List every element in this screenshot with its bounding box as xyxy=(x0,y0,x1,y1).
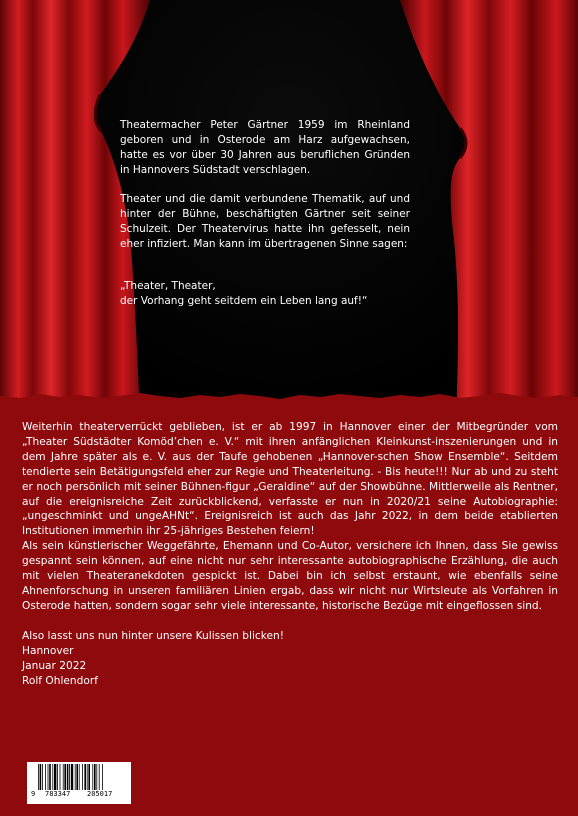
barcode-bar xyxy=(48,764,49,790)
barcode-bar xyxy=(102,764,103,790)
barcode-bars xyxy=(30,764,128,791)
intro-paragraph-2: Theater und die damit verbundene Thematik, auf und hinter der Bühne, beschäftigten Gärtner seit seiner Schulzeit. Der Theatervirus hatte ihn gefesselt, nein eher infiziert. Man kann im übertragenen Sinne sagen: xyxy=(120,193,410,250)
red-text-panel xyxy=(0,400,578,816)
right-curtain xyxy=(388,0,578,420)
barcode-bar xyxy=(69,764,70,790)
barcode-bar xyxy=(92,764,93,790)
intro-paragraph-1: Theatermacher Peter Gärtner 1959 im Rheinland geboren und in Osterode am Harz aufgewachsen, hatte es vor über 30 Jahren aus beruflichen Gründen in Hannovers Südstadt verschlagen. xyxy=(120,119,410,176)
barcode-lead-digit: 9 xyxy=(31,790,36,798)
signature-date: Januar 2022 xyxy=(22,659,87,672)
barcode-bar xyxy=(38,764,39,790)
barcode-bar xyxy=(60,764,61,790)
barcode-bar xyxy=(54,764,56,790)
barcode-bar xyxy=(42,764,43,790)
barcode-bar xyxy=(82,764,83,790)
barcode-bar xyxy=(79,764,80,790)
intro-text-block xyxy=(120,118,410,309)
barcode-bar xyxy=(75,764,76,790)
barcode-bar xyxy=(87,764,88,790)
closing-line: Also lasst uns nun hinter unsere Kulissen blicken! xyxy=(22,629,284,642)
barcode-bar xyxy=(45,764,46,790)
panel-torn-edge xyxy=(0,386,578,402)
barcode-bar xyxy=(67,764,69,790)
barcode-group-1: 783347 xyxy=(45,790,71,798)
signature-place: Hannover xyxy=(22,644,74,657)
theater-quote xyxy=(120,279,410,309)
barcode-bar xyxy=(57,764,58,790)
barcode-bar xyxy=(64,764,66,790)
barcode-bar xyxy=(52,764,53,790)
biography-text-block xyxy=(22,420,558,688)
barcode-bar xyxy=(49,764,51,790)
barcode-bar xyxy=(84,764,86,790)
signature-block xyxy=(22,629,558,689)
barcode-bar xyxy=(99,764,100,790)
quote-line-1: „Theater, Theater, xyxy=(120,280,216,292)
barcode-bar xyxy=(76,764,78,790)
barcode-bar xyxy=(40,764,42,790)
barcode-bar xyxy=(88,764,90,790)
signature-author: Rolf Ohlendorf xyxy=(22,674,98,687)
biography-paragraph-2: Als sein künstlerischer Weggefährte, Ehemann und Co-Autor, versichere ich Ihnen, dass Sie gewiss gespannt sein können, auf eine nicht nur sehr interessante autobiographische Erzählung, die auch mit vielen Theateranekdoten gespickt ist. Dabei bin ich selbst erstaunt, wie ebenfalls seine Ahnenforschung in unseren familiären Linien ergab, dass wir nicht nur Wirtsleute als Vorfahren in Osterode hatten, sondern sogar sehr viele interessante, historische Bezüge mit eingeflossen sind. xyxy=(22,540,558,612)
barcode-bar xyxy=(63,764,64,790)
barcode-group-2: 205017 xyxy=(87,790,113,798)
paragraph-spacer xyxy=(22,614,558,629)
biography-paragraph-1: Weiterhin theaterverrückt geblieben, ist er ab 1997 in Hannover einer der Mitbegründer vom „Theater Südstädter Komöd’chen e. V.“ mit ihren anfänglichen Kleinkunst-inszenierungen und in dem Jahre später als e. V. aus der Taufe gehobenen „Hannover-schen Show Ensemble“. Seitdem tendierte sein Betätigungsfeld eher zur Regie und Theaterleitung. - Bis heute!!! Nur ab und zu steht er noch persönlich mit seiner Bühnen-figur „Geraldine“ auf der Showbühne. Mittlerweile als Rentner, auf die ereignisreiche Zeit zurückblickend, verfasste er nun in 2020/21 seine Autobiographie: „ungeschminkt und ungeAHNt“. Ereignisreich ist auch das Jahr 2022, in dem beide etablierten Institutionen immerhin ihr 25-jähriges Bestehen feiern! xyxy=(22,421,558,538)
barcode-bar xyxy=(71,764,73,790)
barcode-bar xyxy=(96,764,97,790)
barcode-bar xyxy=(94,764,96,790)
isbn-barcode xyxy=(27,762,131,804)
quote-line-2: der Vorhang geht seitdem ein Leben lang auf!“ xyxy=(120,295,368,307)
